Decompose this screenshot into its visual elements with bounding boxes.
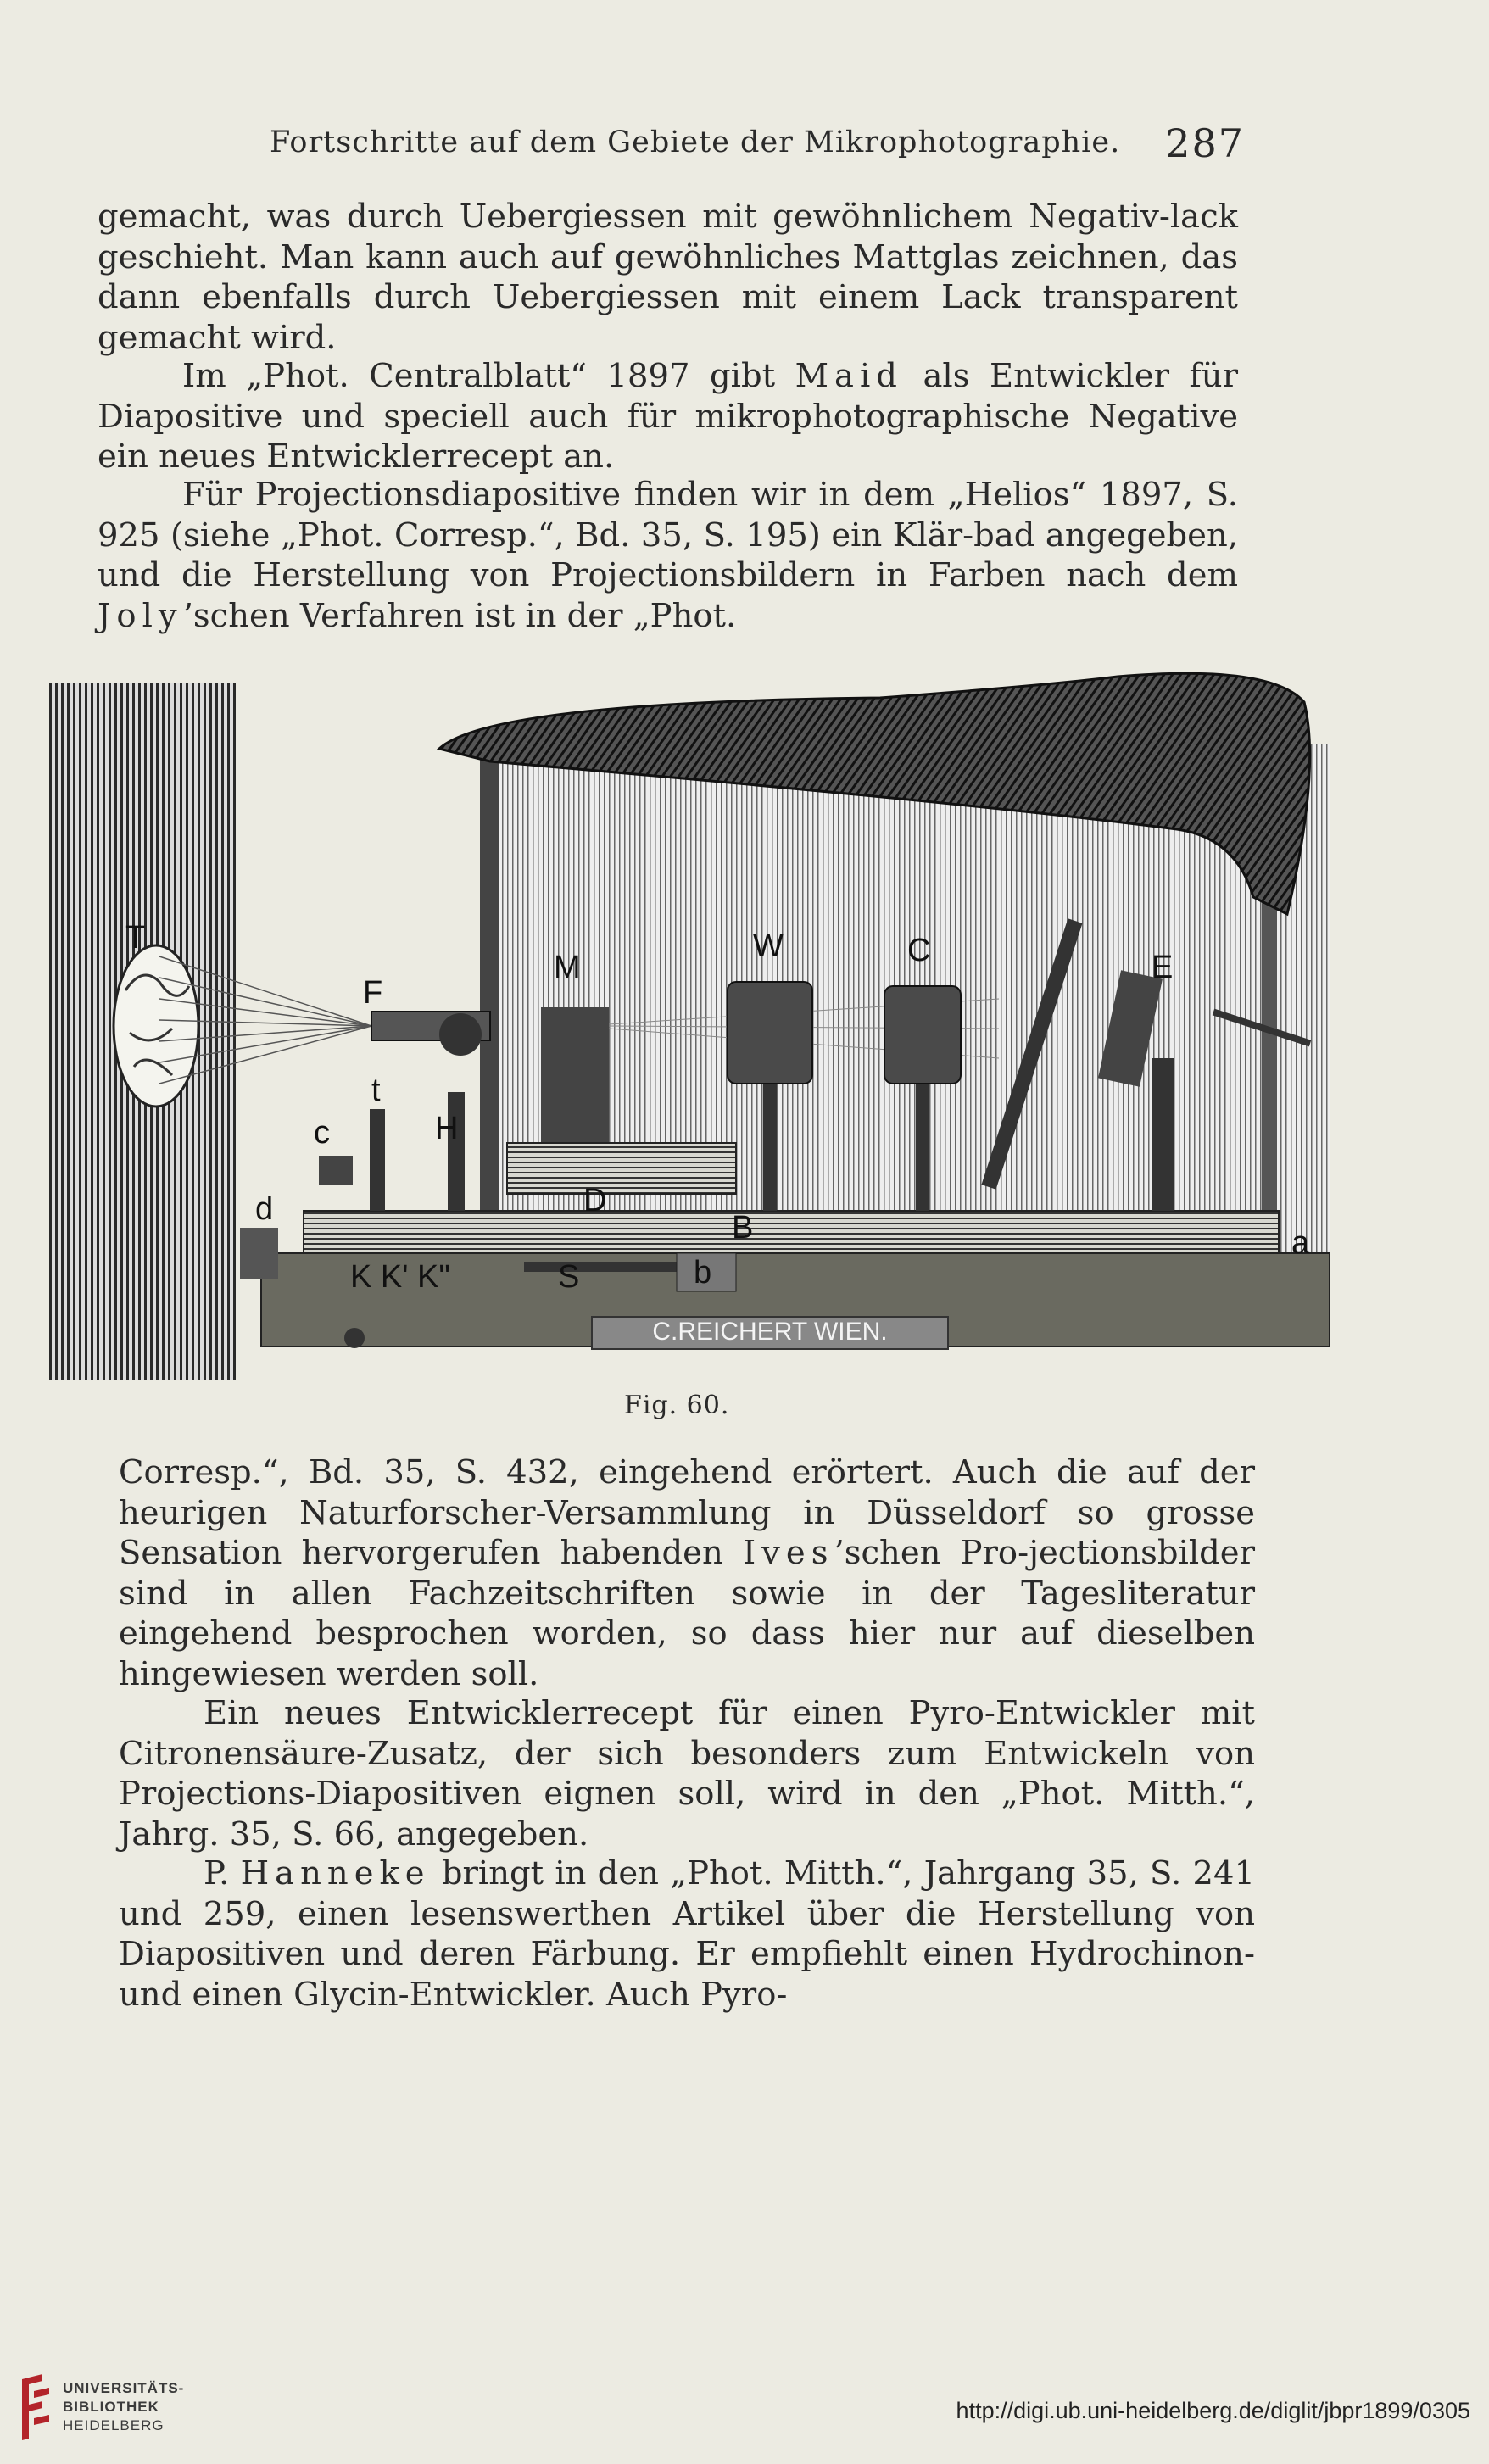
label-f: F (363, 975, 383, 1011)
projection-tube-wheel (439, 1013, 482, 1056)
paragraph-1: gemacht, was durch Uebergiessen mit gewöhnlichem Negativ-lack geschieht. Man kann auch auf gewöhnliches Mattglas zeichnen, das dann ebenfalls durch Uebergiessen mit einem Lack transparent gemacht wird. (98, 198, 1238, 357)
paragraph-5: Ein neues Entwicklerrecept für einen Pyro-Entwickler mit Citronensäure-Zusatz, der sich besonders zum Entwickeln von Projections-Diapositiven eignen soll, wird in den „Phot. Mitth.“, Jahrg. 35, S. 66, angegeben. (119, 1694, 1255, 1854)
author-name-ives: Ives (742, 1534, 834, 1572)
rod-s (524, 1262, 677, 1272)
stand-h (448, 1092, 465, 1211)
label-s: S (558, 1259, 580, 1295)
condenser-w-stem (763, 1084, 777, 1211)
figure-caption: Fig. 60. (624, 1391, 730, 1420)
label-d-upper: D (583, 1183, 607, 1218)
condenser-c-stem (916, 1084, 929, 1211)
running-header (270, 120, 1245, 176)
paragraph-4-text-b: ’schen Pro-jectionsbilder sind in allen Fachzeitschriften sowie in der Tagesliteratur eingehend besprochen worden, so dass hier nur auf dieselben hingewiesen werden soll. (119, 1534, 1255, 1693)
label-e: E (1152, 950, 1174, 985)
label-kkk: K K' K" (350, 1259, 450, 1295)
stand-d (240, 1228, 278, 1279)
paragraph-3 (98, 475, 1238, 636)
base-knob (344, 1328, 365, 1348)
label-h: H (435, 1111, 459, 1146)
label-c-upper: C (907, 933, 931, 968)
maker-plate-text: C.REICHERT WIEN. (652, 1318, 888, 1346)
label-m: M (554, 950, 581, 985)
optical-bench-rail (304, 1211, 1279, 1253)
page-number: 287 (1165, 120, 1245, 166)
paragraph-2 (98, 356, 1238, 477)
label-t-lower: t (371, 1073, 381, 1108)
label-b-upper: B (732, 1210, 754, 1246)
label-c-lower: c (314, 1115, 330, 1151)
stand-t (370, 1109, 385, 1211)
label-w: W (753, 928, 784, 964)
library-logo-icon (19, 2371, 53, 2451)
condenser-w (728, 982, 812, 1084)
figure-projection-apparatus (49, 668, 1334, 1380)
paragraph-4-text-a: Corresp.“, Bd. 35, S. 432, eingehend erörtert. Auch die auf der heurigen Naturforscher-Versammlung in Düsseldorf so grosse Sensation hervorgerufen habenden (119, 1453, 1255, 1572)
label-t-upper: T (125, 920, 146, 956)
paragraph-2-text-b: als Entwickler für Diapositive und speciell auch für mikrophotographische Negative ein neues Entwicklerrecept an. (98, 357, 1238, 476)
source-url-link[interactable]: http://digi.ub.uni-heidelberg.de/diglit/jbpr1899/0305 (956, 2398, 1470, 2423)
label-b-lower: b (694, 1255, 712, 1291)
author-name-hanneke: Hanneke (240, 1854, 431, 1893)
projected-image (114, 945, 198, 1107)
paragraph-6 (119, 1854, 1255, 2015)
running-title: Fortschritte auf dem Gebiete der Mikrophotographie. (270, 125, 1121, 159)
paragraph-3-text-a: Für Projectionsdiapositive finden wir in dem „Helios“ 1897, S. 925 (siehe „Phot. Corresp.“, Bd. 35, S. 195) ein Klär-bad angegeben, und die Herstellung von Projectionsbildern in Farben nach dem (98, 476, 1238, 594)
library-name-line-3: HEIDELBERG (63, 2417, 165, 2433)
lamp-stand (1152, 1058, 1174, 1211)
author-name-maid: Maid (795, 357, 903, 395)
author-name-joly: Joly (98, 596, 183, 635)
label-d-lower: d (255, 1191, 274, 1227)
library-name (63, 2379, 184, 2435)
paragraph-6-text-a: P. (204, 1854, 241, 1893)
cup-c (319, 1156, 353, 1185)
condenser-c (884, 986, 961, 1084)
paragraph-4 (119, 1452, 1255, 1694)
paragraph-6-text-b: bringt in den „Phot. Mitth.“, Jahrgang 35, S. 241 und 259, einen lesenswerthen Artikel über die Herstellung von Diapositiven und deren Färbung. Er empfiehlt einen Hydrochinon- und einen Glycin-Entwickler. Auch Pyro- (119, 1854, 1255, 2014)
microscope-stage-d (507, 1143, 736, 1194)
library-name-line-1: UNIVERSITÄTS- (63, 2380, 185, 2396)
library-name-line-2: BIBLIOTHEK (63, 2399, 159, 2415)
paragraph-3-text-b: ’schen Verfahren ist in der „Phot. (182, 596, 737, 635)
paragraph-2-text-a: Im „Phot. Centralblatt“ 1897 gibt (182, 357, 795, 395)
label-a: a (1291, 1225, 1310, 1261)
